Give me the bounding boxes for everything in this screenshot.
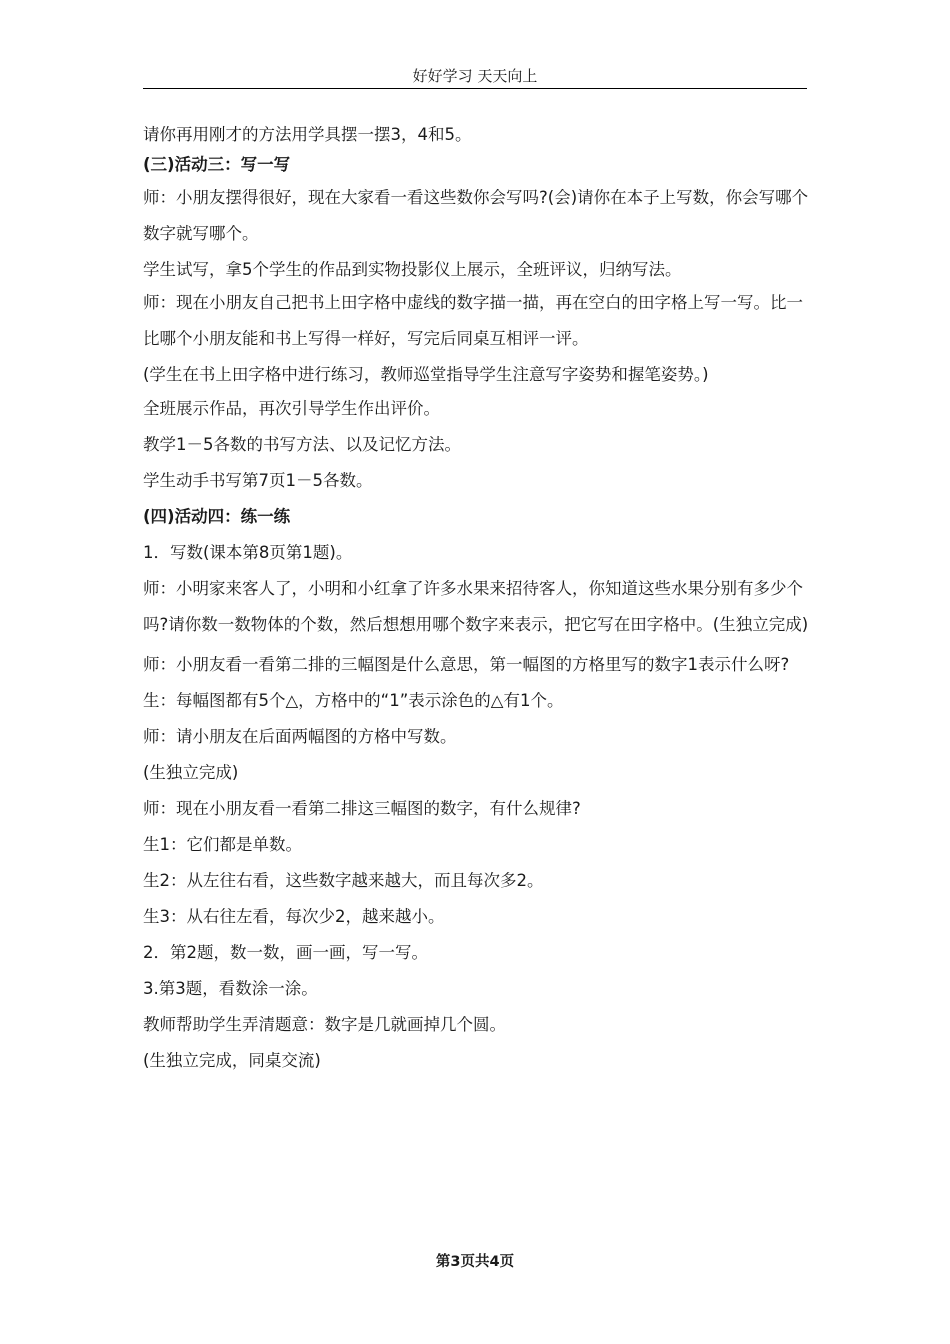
paragraph: 生2：从左往右看，这些数字越来越大，而且每次多2。	[143, 871, 544, 890]
paragraph: 师：现在小朋友看一看第二排这三幅图的数字，有什么规律?	[143, 799, 581, 818]
paragraph: (生独立完成，同桌交流)	[143, 1051, 321, 1070]
paragraph: 学生动手书写第7页1－5各数。	[143, 471, 373, 490]
paragraph: 师：小朋友看一看第二排的三幅图是什么意思，第一幅图的方格里写的数字1表示什么呀?	[143, 655, 790, 674]
list-item: 3.第3题，看数涂一涂。	[143, 979, 318, 998]
paragraph: 请你再用刚才的方法用学具摆一摆3，4和5。	[143, 125, 472, 144]
paragraph: 师：小明家来客人了，小明和小红拿了许多水果来招待客人，你知道这些水果分别有多少个吗?请你数一数物体的个数，然后想想用哪个数字来表示，把它写在田字格中。(生独立完成)	[143, 579, 809, 634]
section-heading: (四)活动四：练一练	[143, 507, 291, 526]
paragraph: (学生在书上田字格中进行练习，教师巡堂指导学生注意写字姿势和握笔姿势。)	[143, 365, 709, 384]
page-header: 好好学习 天天向上	[143, 66, 807, 89]
paragraph: 学生试写，拿5个学生的作品到实物投影仪上展示，全班评议，归纳写法。	[143, 260, 682, 279]
paragraph: 师：请小朋友在后面两幅图的方格中写数。	[143, 727, 457, 746]
paragraph: 师：小朋友摆得很好，现在大家看一看这些数你会写吗?(会)请你在本子上写数，你会写哪个数字就写哪个。	[143, 188, 809, 243]
list-item: 1．写数(课本第8页第1题)。	[143, 543, 353, 562]
section-heading: (三)活动三：写一写	[143, 155, 291, 174]
paragraph: 生：每幅图都有5个△，方格中的“1”表示涂色的△有1个。	[143, 691, 564, 710]
page-footer: 第3页共4页	[435, 1254, 515, 1270]
page-content	[143, 125, 815, 1071]
paragraph: (生独立完成)	[143, 763, 239, 782]
paragraph: 教师帮助学生弄清题意：数字是几就画掉几个圆。	[143, 1015, 506, 1034]
paragraph: 教学1－5各数的书写方法、以及记忆方法。	[143, 435, 461, 454]
paragraph: 生1：它们都是单数。	[143, 835, 302, 854]
list-item: 2．第2题，数一数，画一画，写一写。	[143, 943, 428, 962]
paragraph: 全班展示作品，再次引导学生作出评价。	[143, 399, 440, 418]
paragraph: 生3：从右往左看，每次少2，越来越小。	[143, 907, 445, 926]
paragraph: 师：现在小朋友自己把书上田字格中虚线的数字描一描，再在空白的田字格上写一写。比一比哪个小朋友能和书上写得一样好，写完后同桌互相评一评。	[143, 293, 803, 348]
